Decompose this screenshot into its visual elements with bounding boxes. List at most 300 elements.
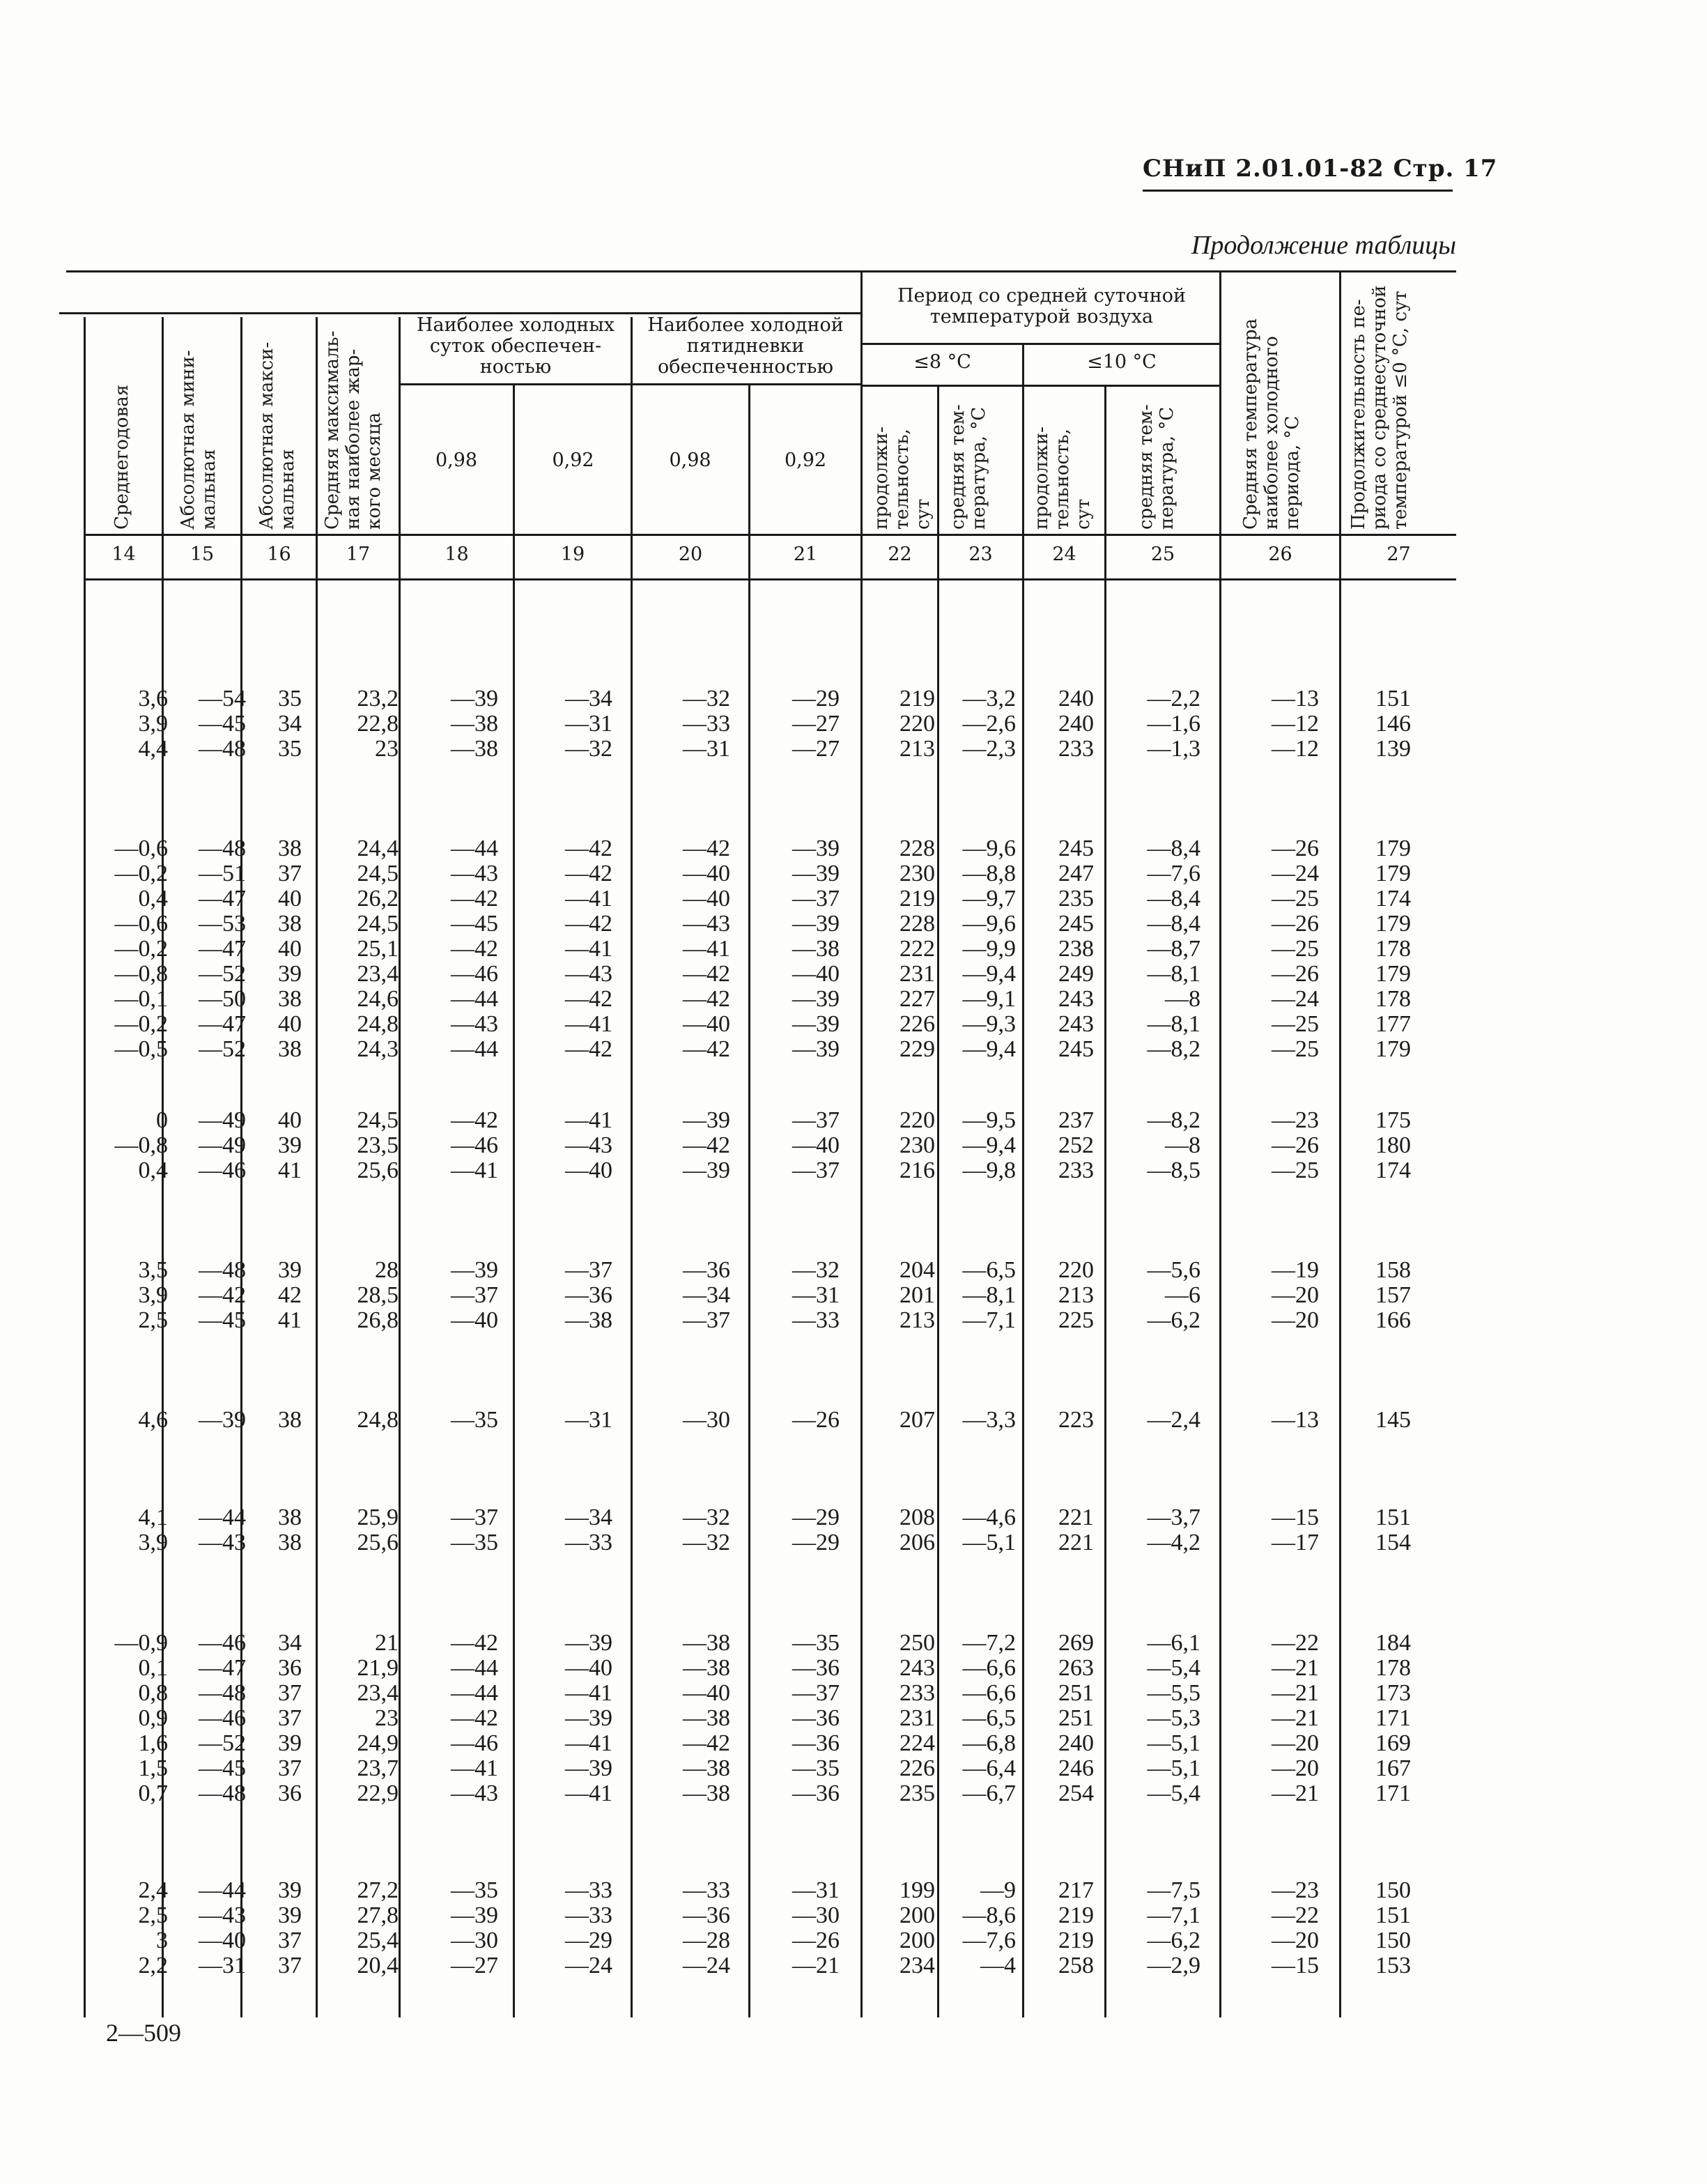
table-cell: —8,5: [1147, 1158, 1200, 1183]
table-cell: —30: [451, 1928, 498, 1953]
table-cell: —6,4: [962, 1755, 1016, 1781]
table-cell: —38: [792, 936, 840, 962]
table-cell: —6,5: [962, 1257, 1016, 1283]
table-cell: 40: [278, 1107, 302, 1133]
col-number-27: 27: [1387, 544, 1411, 565]
table-cell: 208: [899, 1505, 935, 1530]
table-cell: 4,1: [138, 1505, 168, 1530]
table-cell: —46: [199, 1705, 246, 1731]
table-cell: —2,2: [1147, 686, 1200, 712]
table-cell: 35: [278, 736, 302, 762]
table-cell: 41: [278, 1307, 302, 1333]
col-number-25: 25: [1150, 544, 1175, 565]
table-cell: 179: [1375, 961, 1411, 987]
table-cell: 174: [1375, 886, 1411, 912]
table-cell: 227: [899, 986, 935, 1012]
table-cell: 22,8: [357, 711, 399, 737]
running-head: СНиП 2.01.01-82 Стр. 17: [1143, 155, 1498, 183]
col-number-14: 14: [111, 544, 136, 565]
table-cell: 38: [278, 986, 302, 1012]
table-cell: 3,6: [138, 686, 168, 712]
header-group-18-19: Наиболее холодных суток обеспечен-ностью: [416, 314, 615, 378]
table-cell: 0,7: [138, 1781, 168, 1806]
table-cell: 158: [1375, 1257, 1411, 1283]
table-cell: —9,7: [962, 886, 1016, 912]
table-cell: —22: [1272, 1630, 1319, 1656]
table-cell: 24,8: [357, 1407, 399, 1433]
table-cell: —26: [1272, 961, 1319, 987]
table-cell: —52: [199, 1036, 246, 1062]
table-cell: 167: [1375, 1755, 1411, 1781]
table-cell: 24,5: [357, 911, 399, 937]
table-cell: 37: [278, 1680, 302, 1706]
table-cell: —6,5: [962, 1705, 1016, 1731]
table-cell: 37: [278, 1705, 302, 1731]
table-cell: —36: [792, 1655, 840, 1681]
table-cell: —21: [792, 1953, 840, 1978]
table-cell: 25,9: [357, 1505, 399, 1530]
table-cell: 25,4: [357, 1928, 399, 1953]
table-cell: 34: [278, 1630, 302, 1656]
table-cell: 233: [1058, 1158, 1094, 1183]
table-cell: —4,2: [1147, 1530, 1200, 1555]
table-cell: —5,4: [1147, 1655, 1200, 1681]
table-cell: 229: [899, 1036, 935, 1062]
table-cell: 179: [1375, 836, 1411, 861]
table-cell: —23: [1272, 1877, 1319, 1903]
table-cell: —41: [565, 886, 612, 912]
col-number-20: 20: [678, 544, 703, 565]
table-cell: —39: [683, 1158, 730, 1183]
table-cell: —48: [199, 836, 246, 861]
table-cell: —29: [565, 1928, 612, 1953]
table-cell: —7,1: [1147, 1902, 1200, 1928]
table-cell: 37: [278, 1928, 302, 1953]
table-cell: 23,2: [357, 686, 399, 712]
table-cell: —30: [792, 1902, 840, 1928]
table-cell: —8,2: [1147, 1107, 1200, 1133]
table-cell: —3,7: [1147, 1505, 1200, 1530]
table-cell: —49: [199, 1107, 246, 1133]
table-cell: 238: [1058, 936, 1094, 962]
table-cell: —44: [451, 836, 498, 861]
table-cell: —44: [199, 1877, 246, 1903]
table-cell: —8: [1165, 986, 1200, 1012]
table-cell: 166: [1375, 1307, 1411, 1333]
table-cell: —6,2: [1147, 1928, 1200, 1953]
table-cell: —26: [792, 1928, 840, 1953]
table-cell: —42: [565, 1036, 612, 1062]
table-cell: 24,5: [357, 861, 399, 886]
table-cell: —47: [199, 1655, 246, 1681]
table-cell: 233: [1058, 736, 1094, 762]
table-cell: —42: [683, 1036, 730, 1062]
table-cell: —40: [199, 1928, 246, 1953]
table-cell: —9,3: [962, 1011, 1016, 1037]
header-c23: средняя тем-пература, °С: [948, 404, 989, 530]
table-cell: 206: [899, 1530, 935, 1555]
table-cell: 178: [1375, 936, 1411, 962]
table-cell: 37: [278, 1755, 302, 1781]
table-cell: 0,8: [138, 1680, 168, 1706]
table-cell: 25,1: [357, 936, 399, 962]
table-cell: 219: [899, 886, 935, 912]
table-cell: 151: [1375, 686, 1411, 712]
table-cell: —39: [451, 1257, 498, 1283]
table-cell: 254: [1058, 1781, 1094, 1806]
table-cell: 36: [278, 1781, 302, 1806]
table-cell: —51: [199, 861, 246, 886]
table-cell: 220: [899, 711, 935, 737]
table-cell: —53: [199, 911, 246, 937]
table-cell: —40: [792, 1132, 840, 1158]
table-cell: —48: [199, 736, 246, 762]
table-cell: 226: [899, 1011, 935, 1037]
table-cell: 235: [1058, 886, 1094, 912]
table-cell: —37: [792, 886, 840, 912]
table-cell: 145: [1375, 1407, 1411, 1433]
header-c21: 0,92: [784, 449, 827, 471]
table-cell: —7,6: [1147, 861, 1200, 886]
table-cell: —41: [565, 1680, 612, 1706]
table-cell: 247: [1058, 861, 1094, 886]
table-cell: 171: [1375, 1781, 1411, 1806]
table-cell: —45: [199, 1755, 246, 1781]
table-cell: —31: [199, 1953, 246, 1978]
table-cell: —39: [565, 1705, 612, 1731]
table-cell: 150: [1375, 1928, 1411, 1953]
table-cell: —36: [792, 1781, 840, 1806]
table-cell: —9,4: [962, 961, 1016, 987]
table-cell: 28,5: [357, 1282, 399, 1308]
table-cell: 150: [1375, 1877, 1411, 1903]
table-cell: 219: [1058, 1928, 1094, 1953]
table-cell: —8,4: [1147, 886, 1200, 912]
table-cell: 37: [278, 861, 302, 886]
table-cell: —42: [565, 836, 612, 861]
table-cell: —12: [1272, 711, 1319, 737]
table-cell: —38: [683, 1755, 730, 1781]
table-cell: 39: [278, 1877, 302, 1903]
data-column-24: [1024, 0, 1094, 2184]
table-cell: 199: [899, 1877, 935, 1903]
table-cell: 219: [899, 686, 935, 712]
table-cell: 213: [899, 1307, 935, 1333]
header-le10: ≤10 °С: [1087, 351, 1157, 373]
table-cell: —25: [1272, 1011, 1319, 1037]
table-cell: —31: [792, 1282, 840, 1308]
table-cell: —37: [451, 1282, 498, 1308]
table-cell: —6,7: [962, 1781, 1016, 1806]
page-footer: 2—509: [106, 2019, 181, 2047]
table-cell: —15: [1272, 1505, 1319, 1530]
table-cell: 21: [375, 1630, 399, 1656]
table-cell: —8,4: [1147, 911, 1200, 937]
table-cell: —34: [683, 1282, 730, 1308]
table-cell: 175: [1375, 1107, 1411, 1133]
table-cell: —4,6: [962, 1505, 1016, 1530]
table-cell: —6,2: [1147, 1307, 1200, 1333]
col-number-23: 23: [968, 544, 993, 565]
table-cell: —34: [565, 1505, 612, 1530]
table-cell: —8,1: [1147, 961, 1200, 987]
table-cell: —24: [683, 1953, 730, 1978]
table-cell: —29: [792, 686, 840, 712]
table-cell: 216: [899, 1158, 935, 1183]
table-cell: —50: [199, 986, 246, 1012]
header-group-20-21: Наиболее холодной пятидневки обеспеченностью: [647, 314, 844, 378]
table-cell: —48: [199, 1680, 246, 1706]
table-cell: 151: [1375, 1902, 1411, 1928]
table-cell: —40: [683, 1011, 730, 1037]
table-cell: —46: [451, 961, 498, 987]
table-cell: 243: [1058, 986, 1094, 1012]
table-cell: 228: [899, 836, 935, 861]
table-cell: —42: [683, 836, 730, 861]
table-cell: —42: [683, 1730, 730, 1756]
table-cell: —43: [565, 961, 612, 987]
table-cell: —13: [1272, 686, 1319, 712]
table-cell: 213: [899, 736, 935, 762]
table-cell: —8,2: [1147, 1036, 1200, 1062]
table-cell: —42: [565, 911, 612, 937]
table-cell: —38: [683, 1655, 730, 1681]
table-cell: —21: [1272, 1680, 1319, 1706]
table-cell: —40: [565, 1655, 612, 1681]
table-cell: 38: [278, 1036, 302, 1062]
table-cell: —39: [792, 836, 840, 861]
table-cell: —1,3: [1147, 736, 1200, 762]
table-cell: —5,3: [1147, 1705, 1200, 1731]
table-cell: 28: [375, 1257, 399, 1283]
table-cell: —33: [683, 711, 730, 737]
table-cell: —25: [1272, 1158, 1319, 1183]
table-cell: —38: [683, 1705, 730, 1731]
col-number-22: 22: [888, 544, 912, 565]
table-cell: —37: [792, 1158, 840, 1183]
table-cell: —45: [451, 911, 498, 937]
table-cell: —35: [451, 1877, 498, 1903]
table-cell: 243: [899, 1655, 935, 1681]
table-cell: 2,5: [138, 1307, 168, 1333]
table-cell: —38: [565, 1307, 612, 1333]
table-cell: —5,5: [1147, 1680, 1200, 1706]
table-cell: —31: [565, 1407, 612, 1433]
table-cell: —4: [980, 1953, 1016, 1978]
table-cell: 38: [278, 1407, 302, 1433]
table-cell: —54: [199, 686, 246, 712]
table-cell: —45: [199, 711, 246, 737]
table-cell: 240: [1058, 711, 1094, 737]
table-cell: 220: [899, 1107, 935, 1133]
table-cell: —8: [1165, 1132, 1200, 1158]
table-cell: 178: [1375, 1655, 1411, 1681]
table-cell: —22: [1272, 1902, 1319, 1928]
table-cell: —37: [565, 1257, 612, 1283]
table-cell: —3,3: [962, 1407, 1016, 1433]
table-cell: 2,5: [138, 1902, 168, 1928]
table-cell: 231: [899, 1705, 935, 1731]
table-cell: —48: [199, 1781, 246, 1806]
data-column-26: [1221, 0, 1319, 2184]
table-cell: —9,4: [962, 1036, 1016, 1062]
data-column-15: [164, 0, 246, 2184]
table-cell: —13: [1272, 1407, 1319, 1433]
table-cell: 39: [278, 1257, 302, 1283]
col-number-18: 18: [445, 544, 469, 565]
table-cell: —41: [565, 936, 612, 962]
table-cell: —39: [451, 686, 498, 712]
table-cell: —6: [1165, 1282, 1200, 1308]
table-cell: 26,2: [357, 886, 399, 912]
table-cell: —37: [792, 1107, 840, 1133]
table-cell: 230: [899, 861, 935, 886]
table-cell: —44: [451, 986, 498, 1012]
table-cell: —35: [451, 1407, 498, 1433]
table-cell: 234: [899, 1953, 935, 1978]
table-cell: —7,1: [962, 1307, 1016, 1333]
table-cell: —26: [1272, 911, 1319, 937]
table-cell: —33: [792, 1307, 840, 1333]
table-cell: —19: [1272, 1257, 1319, 1283]
table-cell: —31: [683, 736, 730, 762]
header-c27: Продолжительность пе-риода со среднесуточной температурой ≤0 °С, сут: [1348, 285, 1411, 530]
table-cell: —8,1: [962, 1282, 1016, 1308]
table-cell: —3,2: [962, 686, 1016, 712]
table-cell: —44: [199, 1505, 246, 1530]
header-c20: 0,98: [669, 449, 711, 471]
table-cell: —43: [199, 1530, 246, 1555]
table-cell: 3,9: [138, 1282, 168, 1308]
table-cell: —38: [451, 711, 498, 737]
table-cell: 25,6: [357, 1158, 399, 1183]
table-cell: —33: [683, 1877, 730, 1903]
table-cell: —40: [451, 1307, 498, 1333]
table-cell: 24,4: [357, 836, 399, 861]
table-cell: —52: [199, 961, 246, 987]
table-cell: —32: [683, 1505, 730, 1530]
table-cell: —6,1: [1147, 1630, 1200, 1656]
table-cell: —35: [792, 1755, 840, 1781]
header-c14: Среднегодовая: [111, 384, 132, 530]
table-cell: —9,5: [962, 1107, 1016, 1133]
table-cell: —48: [199, 1257, 246, 1283]
table-cell: —32: [683, 1530, 730, 1555]
table-cell: 224: [899, 1730, 935, 1756]
table-cell: 240: [1058, 686, 1094, 712]
table-cell: —1,6: [1147, 711, 1200, 737]
data-column-23: [939, 0, 1016, 2184]
table-cell: 251: [1058, 1705, 1094, 1731]
table-cell: —8,6: [962, 1902, 1016, 1928]
table-cell: 39: [278, 1132, 302, 1158]
table-cell: 23: [375, 736, 399, 762]
table-cell: —42: [683, 961, 730, 987]
data-column-16: [242, 0, 302, 2184]
table-cell: —42: [683, 986, 730, 1012]
table-cell: 2,2: [138, 1953, 168, 1978]
table-cell: 42: [278, 1282, 302, 1308]
table-cell: 39: [278, 961, 302, 987]
table-cell: 153: [1375, 1953, 1411, 1978]
table-cell: 34: [278, 711, 302, 737]
table-cell: —20: [1272, 1928, 1319, 1953]
table-cell: —20: [1272, 1282, 1319, 1308]
table-cell: —24: [565, 1953, 612, 1978]
table-cell: 223: [1058, 1407, 1094, 1433]
table-cell: —37: [792, 1680, 840, 1706]
table-cell: 213: [1058, 1282, 1094, 1308]
table-cell: —7,6: [962, 1928, 1016, 1953]
table-cell: —40: [683, 886, 730, 912]
table-cell: —6,6: [962, 1680, 1016, 1706]
table-cell: —47: [199, 886, 246, 912]
table-cell: —46: [199, 1158, 246, 1183]
table-cell: —0,5: [114, 1036, 168, 1062]
table-cell: 146: [1375, 711, 1411, 737]
table-cell: —30: [683, 1407, 730, 1433]
table-cell: —40: [683, 861, 730, 886]
table-cell: 24,9: [357, 1730, 399, 1756]
table-cell: 39: [278, 1902, 302, 1928]
table-cell: —8,7: [1147, 936, 1200, 962]
table-cell: 204: [899, 1257, 935, 1283]
data-column-20: [633, 0, 730, 2184]
table-cell: —42: [565, 986, 612, 1012]
table-cell: —32: [565, 736, 612, 762]
table-cell: —26: [1272, 1132, 1319, 1158]
table-cell: 221: [1058, 1505, 1094, 1530]
table-cell: —38: [683, 1781, 730, 1806]
table-cell: —5,1: [1147, 1755, 1200, 1781]
table-cell: 200: [899, 1928, 935, 1953]
table-cell: —35: [451, 1530, 498, 1555]
table-cell: —15: [1272, 1953, 1319, 1978]
table-cell: —24: [1272, 861, 1319, 886]
table-cell: —0,8: [114, 1132, 168, 1158]
table-cell: —34: [565, 686, 612, 712]
table-cell: —0,2: [114, 861, 168, 886]
table-cell: —5,4: [1147, 1781, 1200, 1806]
table-cell: —0,6: [114, 911, 168, 937]
table-cell: 220: [1058, 1257, 1094, 1283]
table-cell: 157: [1375, 1282, 1411, 1308]
table-cell: 23,4: [357, 1680, 399, 1706]
table-cell: —39: [565, 1630, 612, 1656]
table-cell: 24,8: [357, 1011, 399, 1037]
table-cell: —21: [1272, 1705, 1319, 1731]
table-cell: 225: [1058, 1307, 1094, 1333]
table-cell: 0,4: [138, 1158, 168, 1183]
table-cell: 24,3: [357, 1036, 399, 1062]
col-number-16: 16: [267, 544, 291, 565]
table-cell: —41: [565, 1781, 612, 1806]
table-cell: 39: [278, 1730, 302, 1756]
table-cell: 40: [278, 936, 302, 962]
table-cell: 200: [899, 1902, 935, 1928]
table-cell: 201: [899, 1282, 935, 1308]
table-cell: —42: [451, 1630, 498, 1656]
table-cell: 3: [156, 1928, 168, 1953]
table-cell: —43: [451, 1011, 498, 1037]
header-c17: Средняя максималь-ная наиболее жар-кого месяца: [322, 330, 385, 530]
table-cell: —2,3: [962, 736, 1016, 762]
table-cell: —27: [451, 1953, 498, 1978]
table-cell: 179: [1375, 861, 1411, 886]
table-cell: —39: [792, 986, 840, 1012]
table-cell: 252: [1058, 1132, 1094, 1158]
table-cell: —47: [199, 1011, 246, 1037]
